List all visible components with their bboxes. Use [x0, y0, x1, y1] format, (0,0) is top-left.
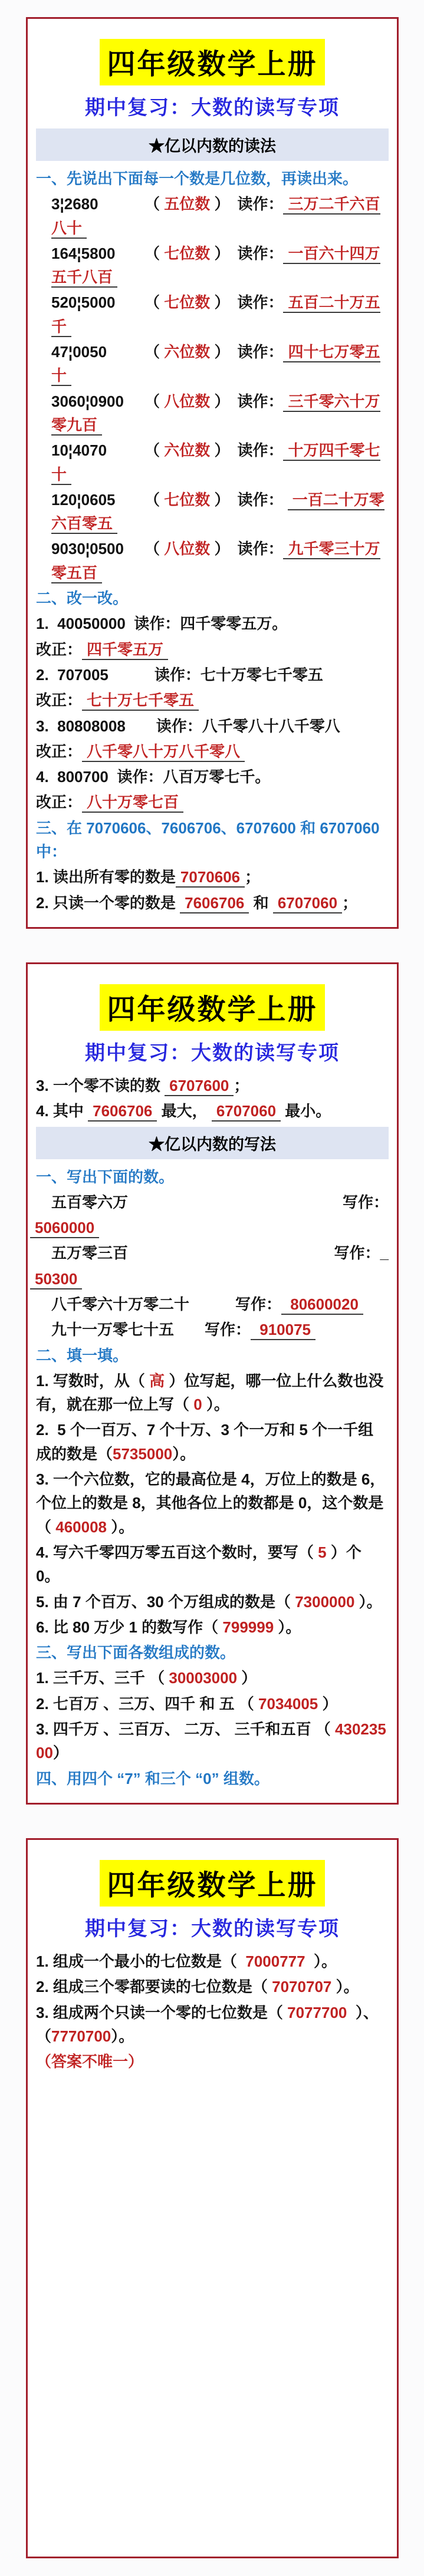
text-run: ； — [245, 868, 261, 886]
text-line — [36, 1318, 389, 1341]
section-banner: ★亿以内数的读法 — [36, 128, 389, 161]
text-run: 最大， — [157, 1102, 212, 1120]
text-line — [36, 765, 389, 789]
card-body — [28, 128, 397, 915]
text-run: ） — [318, 1694, 338, 1713]
answer-blank: 八十万零七百 — [82, 793, 183, 813]
answer-blank: 三万二千六百八十 — [51, 195, 380, 238]
text-run: ； — [342, 893, 358, 912]
worksheet-title: 四年级数学上册 — [100, 984, 324, 1031]
text-line — [36, 663, 389, 687]
text-line — [36, 340, 389, 388]
text-run: （ — [144, 490, 165, 509]
text-run: 八千零六十万零二十 写作： — [51, 1295, 282, 1313]
text-run: 改正： — [36, 691, 83, 710]
text-run: ）。 — [202, 1396, 229, 1414]
text-run: （ — [144, 540, 165, 558]
answer-red: 460008 — [55, 1518, 107, 1536]
text-run: 二、填一填。 — [36, 1346, 129, 1364]
answer-red: 七位数 — [164, 244, 211, 262]
text-line — [36, 192, 389, 240]
answer-red: 5 — [318, 1543, 327, 1561]
text-line — [36, 865, 389, 889]
text-run: 1. 三千万、三千 （ — [36, 1669, 169, 1687]
answer-red: 43023500 — [36, 1720, 386, 1762]
text-line — [36, 1975, 389, 1998]
text-run: 写作：_ — [334, 1244, 389, 1262]
text-run: ）个 0。 — [36, 1543, 366, 1585]
text-run: ） 读作： — [210, 490, 288, 509]
text-run: ） 读作： — [210, 343, 284, 361]
answer-blank: 5060000 — [30, 1219, 99, 1238]
text-line — [36, 537, 389, 585]
text-line — [36, 790, 389, 814]
exercise-number: 520¦5000 — [51, 293, 116, 312]
exercise-number: 120¦0605 — [51, 490, 116, 509]
text-run: 3. 四千万 、三百万、 二万、 三千和五百 （ — [36, 1720, 336, 1739]
text-run: 二、改一改。 — [36, 589, 129, 608]
exercise-number: 3060¦0900 — [51, 392, 124, 410]
text-run: 四、用四个 “7” 和三个 “0” 组数。 — [36, 1769, 269, 1787]
text-run: （ — [144, 343, 165, 361]
text-run: ）。 — [354, 1592, 382, 1611]
text-run: 一、写出下面的数。 — [36, 1167, 175, 1186]
text-run: ） — [52, 1744, 68, 1762]
answer-red: 7034005 — [258, 1694, 318, 1713]
answer-red: 五位数 — [164, 195, 211, 213]
text-run: 五百零六万 — [51, 1193, 129, 1211]
card-body — [28, 1950, 397, 2073]
text-run: 1. 写数时，从（ — [36, 1371, 150, 1390]
answer-red: 0 — [193, 1396, 202, 1414]
answer-blank: 910075 — [251, 1321, 315, 1340]
text-run: 改正： — [36, 793, 83, 812]
text-line — [36, 1666, 389, 1690]
text-run: ）、（ — [36, 2003, 379, 2045]
text-line — [36, 1369, 389, 1417]
answer-blank: 七十万七千零五 — [82, 691, 199, 711]
text-line — [30, 1216, 389, 1239]
text-line — [36, 2001, 389, 2049]
text-line — [36, 714, 389, 738]
text-line — [36, 638, 389, 661]
answer-blank: 三千零六十万零九百 — [51, 392, 380, 436]
text-run: 九十一万零七十五 写作： — [51, 1321, 251, 1339]
text-line — [36, 740, 389, 763]
text-run: 4. 写六千零四万零五百这个数时，要写（ — [36, 1543, 318, 1561]
answer-blank: 6707060 — [273, 894, 342, 913]
text-line — [36, 1467, 389, 1539]
text-run: 3. 一个六位数，它的最高位是 4，万位上的数是 6，个位上的数是 8，其他各位上的数都是 0，这个数是（ — [36, 1470, 386, 1536]
worksheet-card-3 — [26, 1838, 399, 2558]
text-run: 五万零三百 — [51, 1244, 129, 1262]
answer-blank: 6707600 — [165, 1077, 234, 1096]
text-line — [36, 1074, 389, 1097]
exercise-number: 47¦0050 — [51, 343, 107, 361]
text-run: ； — [234, 1076, 249, 1094]
text-run: 2. 707005 读作：七十万零七千零五 — [36, 665, 323, 684]
text-run: ） — [237, 1669, 257, 1687]
text-line — [36, 438, 389, 486]
text-line — [36, 291, 389, 338]
section-heading — [36, 1344, 389, 1367]
text-line — [36, 1292, 389, 1316]
text-run: ）。 — [111, 2027, 134, 2045]
answer-red: 7000777 — [245, 1952, 305, 1970]
text-run: ） 读作： — [210, 244, 284, 262]
answer-blank: 四千零五万 — [82, 641, 168, 660]
section-heading — [36, 1165, 389, 1189]
text-run: ）。 — [305, 1952, 337, 1970]
text-line — [36, 1950, 389, 1973]
text-run: 4. 800700 读作：八百万零七千。 — [36, 768, 271, 786]
answer-red: 7070707 — [272, 1978, 332, 1996]
text-run: ）。 — [331, 1978, 359, 1996]
text-line — [36, 488, 389, 536]
answer-blank: 7070606 — [176, 868, 245, 888]
exercise-number: 164¦5800 — [51, 244, 116, 262]
text-run: ）。 — [274, 1618, 301, 1636]
answer-red: 7770700 — [51, 2027, 111, 2045]
text-run: 4. 其中 — [36, 1102, 88, 1120]
text-run: （ — [144, 441, 165, 460]
answer-red: 7300000 — [295, 1592, 355, 1611]
text-line — [36, 1717, 389, 1765]
text-run: （ — [144, 293, 165, 312]
answer-red: 七位数 — [164, 293, 211, 312]
text-line — [36, 1541, 389, 1588]
text-run: 改正： — [36, 742, 83, 760]
text-run: ）。 — [172, 1444, 196, 1463]
answer-blank: 一百二十万零六百零五 — [51, 491, 384, 534]
text-line — [36, 891, 389, 915]
section-heading — [36, 816, 389, 864]
text-run: 6. 比 80 万少 1 的数写作（ — [36, 1618, 223, 1636]
answer-blank: 7606706 — [88, 1102, 157, 1122]
text-line — [36, 1241, 389, 1265]
text-run: ） 读作： — [210, 441, 284, 460]
text-line — [36, 390, 389, 437]
answer-red: （答案不唯一） — [36, 2053, 144, 2071]
text-line — [36, 1615, 389, 1639]
answer-red: 30003000 — [169, 1669, 238, 1687]
exercise-number: 9030¦0500 — [51, 540, 124, 558]
text-line — [36, 1692, 389, 1716]
text-line — [36, 2050, 389, 2073]
text-run: 3. 组成两个只读一个零的七位数是（ — [36, 2003, 288, 2021]
text-line — [30, 1267, 389, 1291]
text-run: 三、写出下面各数组成的数。 — [36, 1644, 236, 1662]
answer-red: 六位数 — [164, 441, 211, 460]
text-line — [36, 1190, 389, 1214]
text-run: （ — [144, 244, 165, 262]
text-run: 1. 读出所有零的数是 — [36, 868, 176, 886]
text-run: 1. 40050000 读作：四千零零五万。 — [36, 615, 288, 633]
card-title-wrap — [28, 1860, 397, 1907]
worksheet-subtitle: 期中复习：大数的读写专项 — [85, 1041, 340, 1064]
text-run: 3. 80808008 读作：八千零八十八千零八 — [36, 717, 340, 735]
text-run: ）。 — [107, 1518, 134, 1536]
answer-blank: 十万四千零七十 — [51, 441, 380, 484]
worksheet-card-1 — [26, 17, 399, 929]
answer-blank: 6707060 — [212, 1102, 281, 1122]
answer-red: 六位数 — [164, 343, 211, 361]
answer-blank: 八千零八十万八千零八 — [82, 743, 245, 762]
answer-red: 八位数 — [164, 392, 211, 410]
text-run: 5. 由 7 个百万、30 个万组成的数是（ — [36, 1592, 295, 1611]
text-run: 3. 一个零不读的数 — [36, 1076, 165, 1094]
answer-red: 八位数 — [164, 540, 211, 558]
text-run: 写作： — [342, 1193, 389, 1211]
worksheet-subtitle: 期中复习：大数的读写专项 — [85, 1917, 340, 1940]
text-run: 最小。 — [281, 1102, 331, 1120]
card-body — [28, 1074, 397, 1790]
answer-blank: 80600020 — [281, 1295, 363, 1315]
text-run: （ — [144, 392, 165, 410]
text-run: ）位写起，哪一位上什么数也没有，就在那一位上写（ — [36, 1371, 384, 1414]
text-run: （ — [144, 195, 165, 213]
text-run: 三、在 7070606、7606706、6707600 和 6707060 中： — [36, 819, 384, 861]
text-run: 2. 只读一个零的数是 — [36, 893, 180, 912]
text-line — [36, 1590, 389, 1614]
section-heading — [36, 1641, 389, 1664]
text-run: 2. 七百万 、三万、四千 和 五 （ — [36, 1694, 259, 1713]
answer-blank: 7606706 — [180, 894, 249, 913]
answer-blank: 九千零三十万零五百 — [51, 540, 380, 583]
text-run: 一、先说出下面每一个数是几位数，再读出来。 — [36, 170, 359, 187]
exercise-number: 10¦4070 — [51, 441, 107, 460]
section-heading — [36, 586, 389, 610]
worksheet-subtitle: 期中复习：大数的读写专项 — [85, 97, 340, 119]
text-line — [36, 612, 389, 635]
text-line — [36, 242, 389, 289]
text-run: ） 读作： — [210, 293, 284, 312]
answer-red: 7077700 — [287, 2003, 347, 2021]
answer-blank: 一百六十四万五千八百 — [51, 245, 380, 288]
text-run: ） 读作： — [210, 540, 284, 558]
worksheet-card-2 — [26, 962, 399, 1805]
answer-blank: 50300 — [30, 1270, 82, 1289]
section-heading — [36, 167, 389, 190]
text-run: 1. 组成一个最小的七位数是（ — [36, 1952, 246, 1970]
worksheet-title: 四年级数学上册 — [100, 39, 324, 85]
section-banner: ★亿以内数的写法 — [36, 1127, 389, 1159]
answer-blank: 五百二十万五千 — [51, 293, 380, 337]
text-run: ） 读作： — [210, 195, 284, 213]
answer-blank: 四十七万零五十 — [51, 343, 380, 386]
section-heading — [36, 1767, 389, 1790]
text-run: 改正： — [36, 640, 83, 658]
text-run: 2. 组成三个零都要读的七位数是（ — [36, 1978, 272, 1996]
text-run: ） 读作： — [210, 392, 284, 410]
worksheet-title: 四年级数学上册 — [100, 1860, 324, 1907]
answer-red: 799999 — [222, 1618, 274, 1636]
text-line — [36, 1418, 389, 1466]
card-title-wrap — [28, 39, 397, 85]
text-line — [36, 688, 389, 712]
text-run: 2. 5 个一百万、7 个十万、3 个一万和 5 个一千组成的数是（ — [36, 1421, 374, 1463]
answer-red: 高 — [149, 1371, 165, 1390]
text-line — [36, 1099, 389, 1123]
text-run: 和 — [249, 893, 273, 912]
card-title-wrap — [28, 984, 397, 1031]
answer-red: 七位数 — [164, 490, 211, 509]
exercise-number: 3¦2680 — [51, 195, 98, 213]
answer-red: 5735000 — [113, 1444, 173, 1463]
